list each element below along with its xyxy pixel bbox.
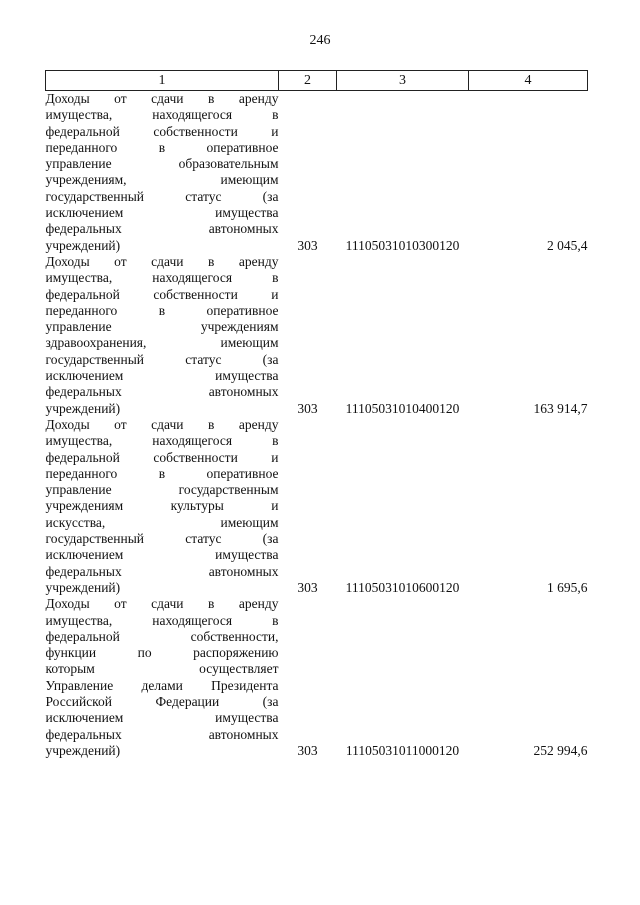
description-line: учреждениям культуры и bbox=[45, 498, 279, 514]
description-line: федеральной собственности, bbox=[45, 628, 279, 644]
description-line: имущества, находящегося в bbox=[45, 433, 279, 449]
row-admin-code: 303 bbox=[297, 400, 318, 416]
header-col-4: 4 bbox=[469, 71, 588, 91]
description-line: управление государственным bbox=[45, 482, 279, 498]
row-admin-code: 303 bbox=[297, 579, 318, 595]
description-line: имущества, находящегося в bbox=[45, 270, 279, 286]
row-amount: 252 994,6 bbox=[533, 742, 588, 758]
table-row bbox=[46, 596, 588, 759]
row-description bbox=[46, 91, 279, 254]
description-line: федеральных автономных bbox=[45, 384, 279, 400]
description-line: исключением имущества bbox=[45, 205, 279, 221]
description-line: Доходы от сдачи в аренду bbox=[45, 253, 279, 269]
description-line: которым осуществляет bbox=[45, 661, 279, 677]
table-row bbox=[46, 417, 588, 596]
description-line: переданного в оперативное bbox=[45, 139, 279, 155]
description-line: учреждениям, имеющим bbox=[45, 172, 279, 188]
description-line: учреждений) bbox=[45, 400, 121, 416]
table-row bbox=[46, 91, 588, 254]
description-line: Доходы от сдачи в аренду bbox=[45, 91, 279, 106]
row-amount: 1 695,6 bbox=[547, 579, 588, 595]
table-row bbox=[46, 254, 588, 417]
table-header-row bbox=[46, 71, 588, 91]
row-budget-code: 11105031010600120 bbox=[345, 579, 460, 595]
page-number: 246 bbox=[309, 33, 331, 48]
header-col-3: 3 bbox=[337, 71, 469, 91]
description-line: государственный статус (за bbox=[45, 188, 279, 204]
description-line: федеральных автономных bbox=[45, 726, 279, 742]
description-line: управление учреждениям bbox=[45, 319, 279, 335]
description-line: Российской Федерации (за bbox=[45, 693, 279, 709]
row-description bbox=[46, 596, 279, 759]
description-line: имущества, находящегося в bbox=[45, 612, 279, 628]
description-line: федеральных автономных bbox=[45, 563, 279, 579]
description-line: управление образовательным bbox=[45, 156, 279, 172]
row-budget-code: 11105031011000120 bbox=[345, 742, 460, 758]
row-description bbox=[46, 254, 279, 417]
description-line: функции по распоряжению bbox=[45, 645, 279, 661]
row-admin-code: 303 bbox=[297, 237, 318, 253]
header-col-1: 1 bbox=[46, 71, 279, 91]
row-budget-code: 11105031010300120 bbox=[345, 237, 460, 253]
row-amount: 163 914,7 bbox=[533, 400, 588, 416]
description-line: Доходы от сдачи в аренду bbox=[45, 596, 279, 612]
description-line: Управление делами Президента bbox=[45, 677, 279, 693]
description-line: здравоохранения, имеющим bbox=[45, 335, 279, 351]
description-line: федеральной собственности и bbox=[45, 449, 279, 465]
description-line: федеральной собственности и bbox=[45, 286, 279, 302]
description-line: имущества, находящегося в bbox=[45, 107, 279, 123]
row-description bbox=[46, 417, 279, 596]
description-line: исключением имущества bbox=[45, 368, 279, 384]
row-amount: 2 045,4 bbox=[547, 237, 588, 253]
budget-table bbox=[45, 70, 588, 759]
description-line: учреждений) bbox=[45, 742, 121, 758]
description-line: государственный статус (за bbox=[45, 351, 279, 367]
description-line: переданного в оперативное bbox=[45, 302, 279, 318]
description-line: Доходы от сдачи в аренду bbox=[45, 416, 279, 432]
description-line: искусства, имеющим bbox=[45, 514, 279, 530]
description-line: федеральных автономных bbox=[45, 221, 279, 237]
description-line: переданного в оперативное bbox=[45, 465, 279, 481]
description-line: учреждений) bbox=[45, 579, 121, 595]
description-line: исключением имущества bbox=[45, 710, 279, 726]
row-budget-code: 11105031010400120 bbox=[345, 400, 460, 416]
header-col-2: 2 bbox=[279, 71, 337, 91]
description-line: федеральной собственности и bbox=[45, 123, 279, 139]
description-line: государственный статус (за bbox=[45, 531, 279, 547]
row-admin-code: 303 bbox=[297, 742, 318, 758]
description-line: учреждений) bbox=[45, 237, 121, 253]
description-line: исключением имущества bbox=[45, 547, 279, 563]
